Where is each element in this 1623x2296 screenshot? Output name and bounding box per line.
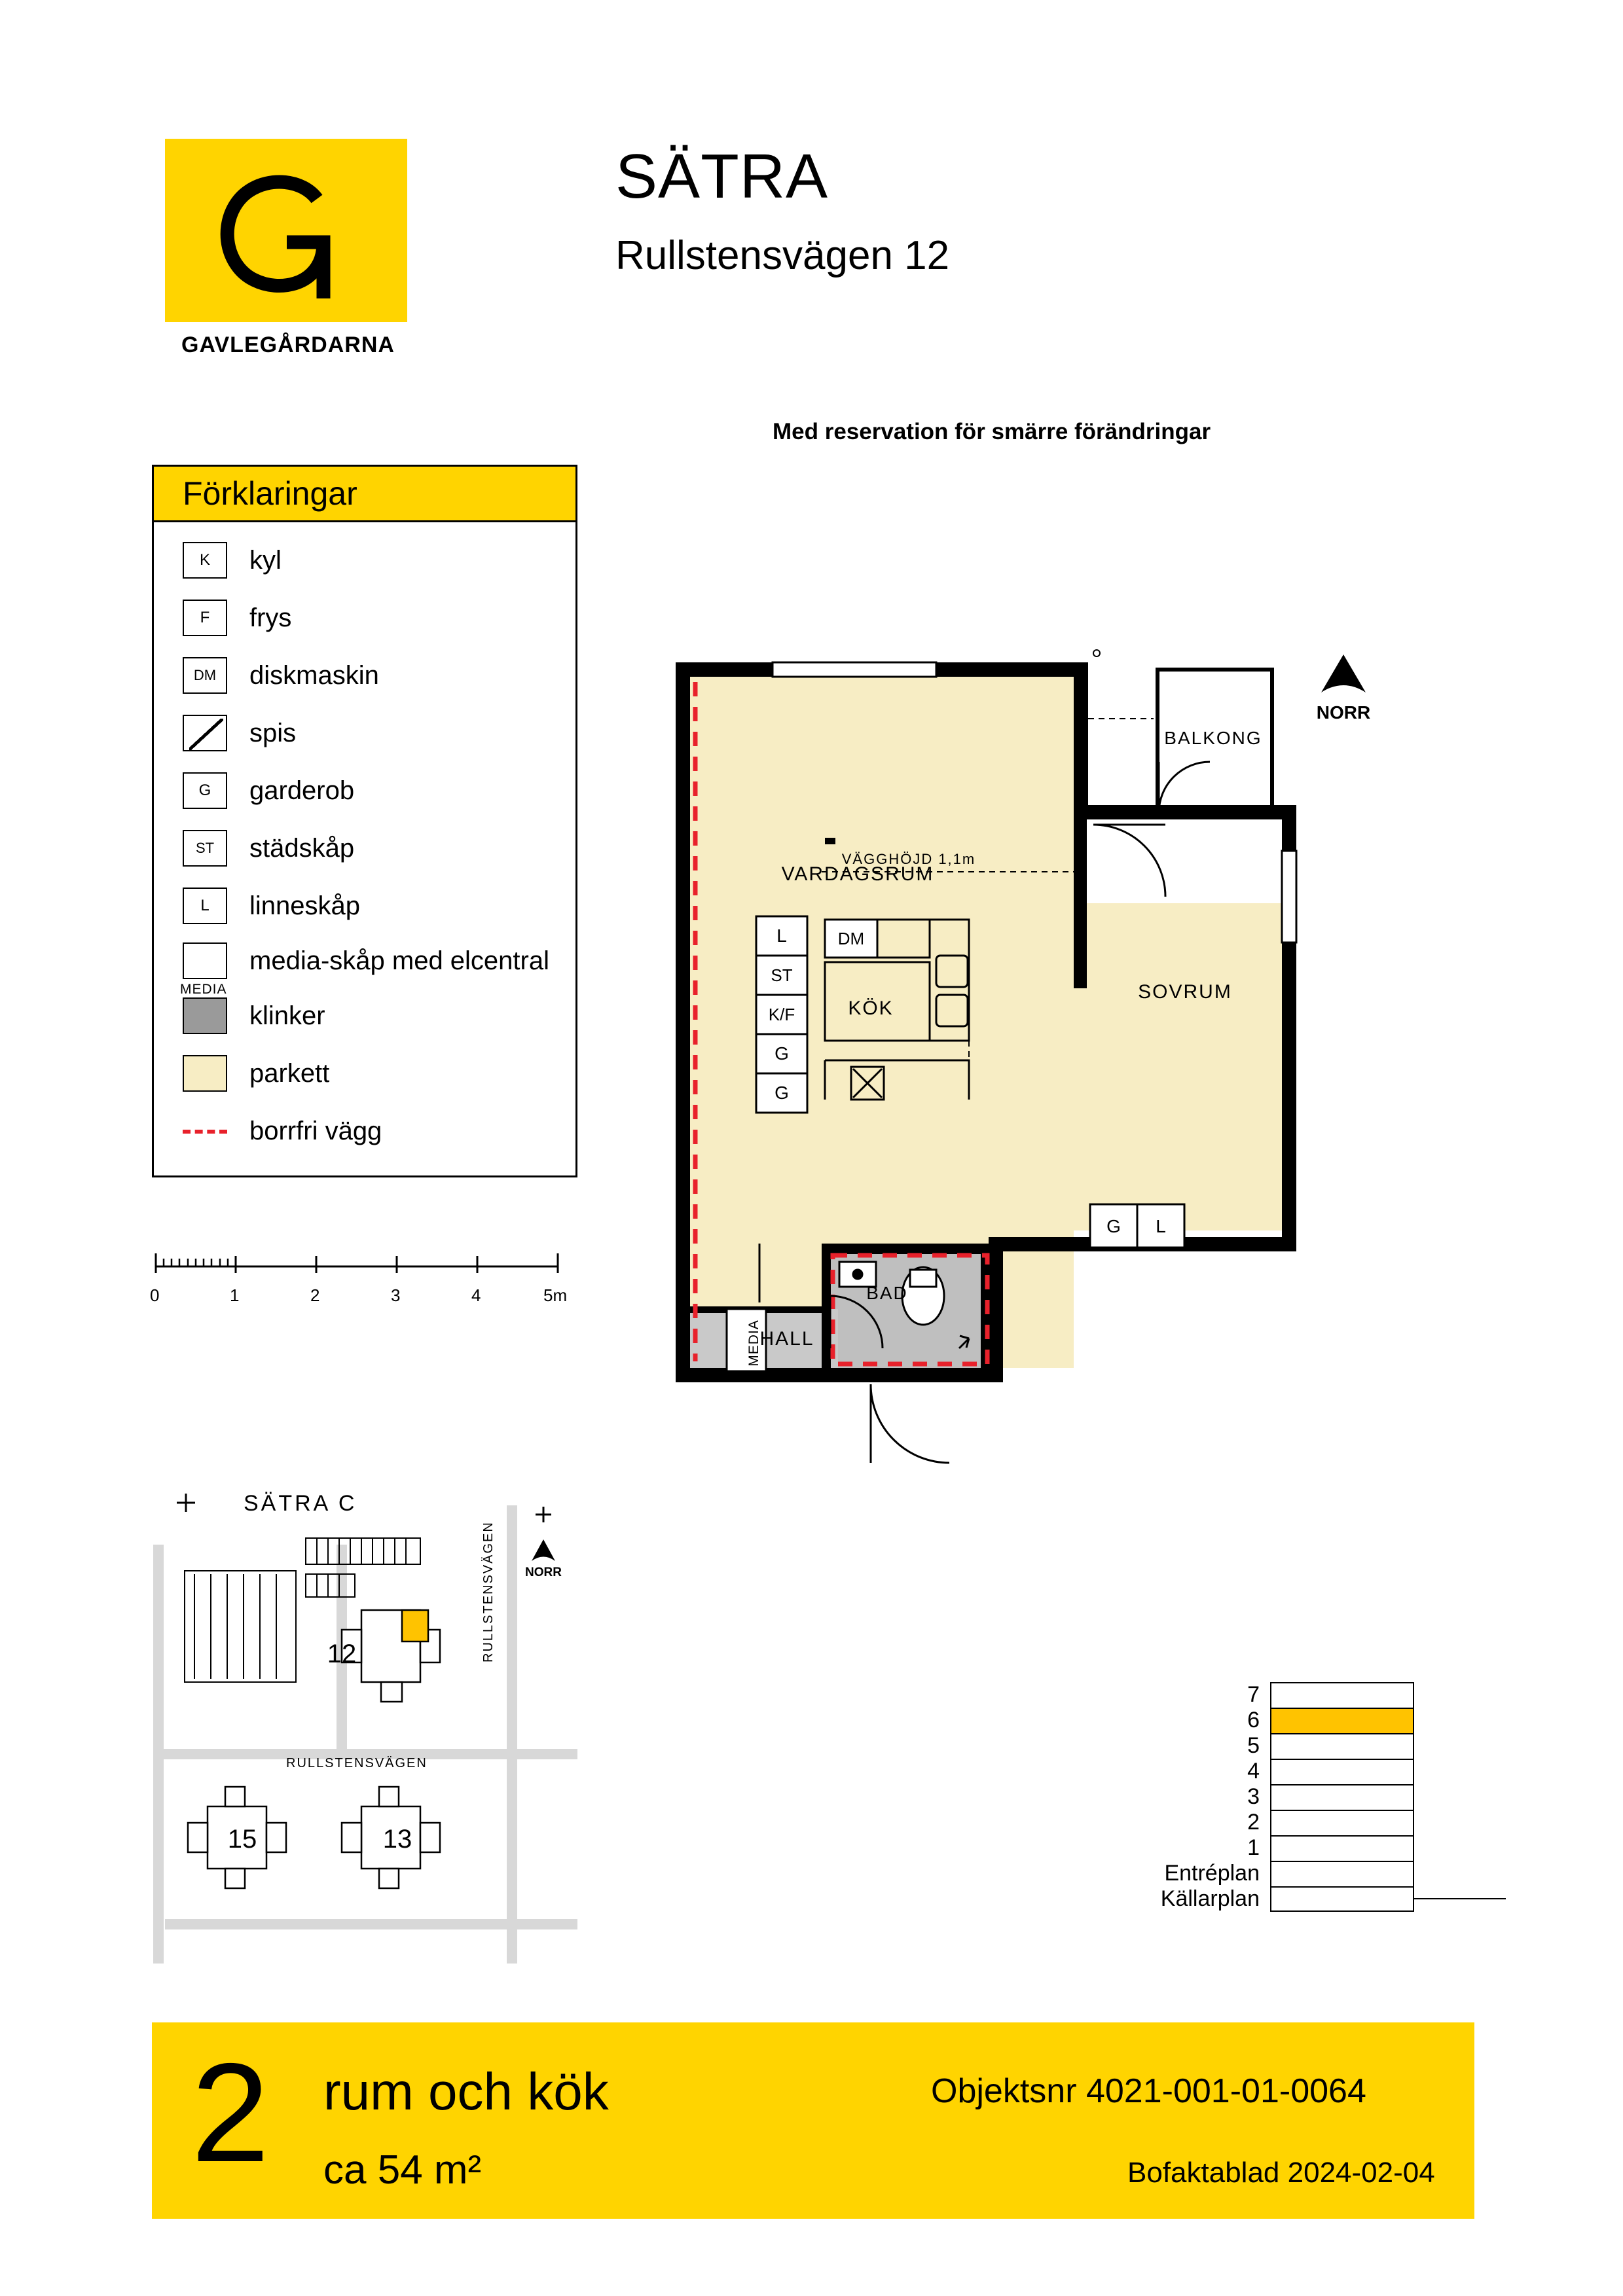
page-title: SÄTRA: [615, 141, 829, 211]
dishwasher-box: [825, 920, 877, 958]
stove-icon: [183, 715, 227, 751]
sitemap-north-arrow-icon: [532, 1539, 555, 1561]
floor-label: 1: [1247, 1835, 1260, 1860]
scale-bar-graphic: [152, 1247, 571, 1277]
legend-label: parkett: [249, 1058, 330, 1088]
freezer-icon: F: [183, 600, 227, 636]
legend-label: klinker: [249, 1001, 325, 1030]
room-label-vardagsrum: VARDAGSRUM: [781, 863, 934, 885]
floor-cell: [1270, 1759, 1414, 1784]
floor-row: [1139, 1835, 1414, 1861]
legend-item-stadskap: [154, 819, 575, 877]
north-label: NORR: [1316, 702, 1371, 723]
floor-cell: [1270, 1861, 1414, 1886]
legend-title: Förklaringar: [183, 475, 357, 512]
scale-tick: 2: [310, 1285, 320, 1305]
legend-label: spis: [249, 718, 297, 747]
tile-swatch-icon: [183, 997, 227, 1034]
floor-row: [1139, 1886, 1414, 1912]
sitemap-street-horizontal-label: RULLSTENSVÄGEN: [286, 1756, 428, 1770]
legend-item-parkett: [154, 1045, 575, 1102]
floor-cell: [1270, 1886, 1414, 1912]
floor-cell: [1270, 1784, 1414, 1810]
north-arrow-icon: [1321, 655, 1366, 692]
sitemap-building-15-label: 15: [227, 1825, 257, 1854]
room-type-text: rum och kök: [323, 2062, 609, 2121]
basement-connector-line: [1414, 1898, 1506, 1899]
cabinet-label-g1: G: [775, 1043, 789, 1064]
page-subtitle: Rullstensvägen 12: [615, 233, 950, 278]
highlighted-apartment-marker: [402, 1610, 428, 1641]
gavlegardarna-logo-icon: [165, 139, 407, 322]
legend-label: kyl: [249, 545, 282, 575]
floor-row: [1139, 1733, 1414, 1759]
legend-items: [152, 522, 577, 1177]
cabinet-label-st: ST: [771, 965, 793, 985]
footer-bar: [152, 2022, 1474, 2219]
floor-row: [1139, 1810, 1414, 1835]
scale-bar: [152, 1247, 571, 1312]
floor-label: 2: [1247, 1810, 1260, 1835]
legend-label: borrfri vägg: [249, 1116, 382, 1145]
scale-tick: 1: [230, 1285, 240, 1305]
note-wall-height: VÄGGHÖJD 1,1m: [841, 851, 976, 867]
floor-row: [1139, 1682, 1414, 1708]
floor-indicator: [1139, 1682, 1414, 1912]
room-label-balkong: BALKONG: [1164, 728, 1262, 748]
legend-label: diskmaskin: [249, 660, 379, 690]
floor-label: 5: [1247, 1733, 1260, 1758]
parquet-swatch-icon: [183, 1055, 227, 1092]
plan-detail-dot: [1093, 650, 1100, 656]
floor-label: 6: [1247, 1708, 1260, 1732]
room-label-sovrum: SOVRUM: [1138, 981, 1232, 1003]
document-date: Bofaktablad 2024-02-04: [1127, 2157, 1435, 2189]
room-label-kok: KÖK: [848, 997, 894, 1019]
legend-item-linneskap: [154, 877, 575, 935]
cabinet-label-l: L: [776, 925, 787, 946]
legend-item-spis: [154, 704, 575, 762]
kitchen-label-dm: DM: [837, 929, 865, 948]
reservation-note: Med reservation för smärre förändringar: [773, 419, 1211, 444]
floor-plan-graphic: [661, 641, 1395, 1584]
floor-cell: [1270, 1835, 1414, 1861]
scale-tick-labels: [152, 1285, 571, 1312]
bedroom-cabinets: [1090, 1204, 1184, 1247]
sitemap-area-label: SÄTRA C: [244, 1491, 357, 1516]
legend-panel: [152, 465, 577, 1177]
floor-label: Entréplan: [1164, 1861, 1260, 1886]
floor-cell-active: [1270, 1708, 1414, 1733]
room-label-hall: HALL: [759, 1328, 814, 1350]
legend-item-frys: [154, 589, 575, 647]
cabinet-label-l2: L: [1156, 1216, 1166, 1236]
legend-label: städskåp: [249, 833, 355, 863]
apartment-floor-plan: [661, 641, 1395, 1584]
scale-tick: 3: [391, 1285, 401, 1305]
floor-label: 4: [1247, 1759, 1260, 1784]
dishwasher-icon: DM: [183, 657, 227, 694]
wardrobe-icon: G: [183, 772, 227, 809]
cabinet-label-g2: G: [775, 1083, 789, 1103]
site-map: [145, 1466, 604, 1983]
legend-item-diskmaskin: [154, 647, 575, 704]
cabinet-column: [756, 916, 807, 1113]
legend-item-garderob: [154, 762, 575, 819]
floor-label: Källarplan: [1160, 1886, 1260, 1911]
legend-label: frys: [249, 603, 292, 632]
cabinet-label-kf: K/F: [768, 1005, 795, 1024]
media-cabinet-plan-label: MEDIA: [746, 1319, 761, 1367]
room-label-bad: BAD: [866, 1283, 908, 1303]
floor-cell: [1270, 1810, 1414, 1835]
scale-tick: 4: [471, 1285, 481, 1305]
sitemap-north-label: NORR: [525, 1566, 562, 1579]
legend-label: linneskåp: [249, 891, 361, 920]
area-text: ca 54 m²: [323, 2147, 482, 2193]
sitemap-building-13-label: 13: [382, 1825, 412, 1854]
floor-row-active: [1139, 1708, 1414, 1733]
media-cabinet-caption: MEDIA: [180, 982, 227, 997]
fridge-icon: K: [183, 542, 227, 579]
site-map-graphic: [145, 1466, 604, 1983]
floor-cell: [1270, 1733, 1414, 1759]
media-cabinet-icon: [180, 942, 227, 997]
legend-item-kyl: [154, 531, 575, 589]
floor-cell: [1270, 1682, 1414, 1708]
legend-title-bar: [152, 465, 577, 522]
floor-row: [1139, 1784, 1414, 1810]
legend-label: garderob: [249, 776, 355, 805]
no-drill-wall-icon: [183, 1113, 227, 1149]
scale-tick: 0: [150, 1285, 160, 1305]
floor-row: [1139, 1759, 1414, 1784]
logo-wordmark: GAVLEGÅRDARNA: [181, 332, 395, 357]
legend-item-media: [154, 935, 575, 997]
floor-row: [1139, 1861, 1414, 1886]
cleaning-closet-icon: ST: [183, 830, 227, 867]
legend-item-borrfri: [154, 1102, 575, 1160]
legend-label: media-skåp med elcentral: [249, 946, 549, 975]
scale-tick: 5m: [543, 1285, 568, 1305]
sitemap-street-vertical-label: RULLSTENSVÄGEN: [481, 1521, 496, 1662]
sitemap-building-12-label: 12: [327, 1640, 357, 1668]
floor-label: 3: [1247, 1784, 1260, 1809]
object-number: Objektsnr 4021-001-01-0064: [931, 2072, 1366, 2110]
floor-label: 7: [1247, 1682, 1260, 1707]
linen-closet-icon: L: [183, 888, 227, 924]
room-count: 2: [191, 2034, 270, 2191]
cabinet-label-g3: G: [1106, 1216, 1121, 1236]
